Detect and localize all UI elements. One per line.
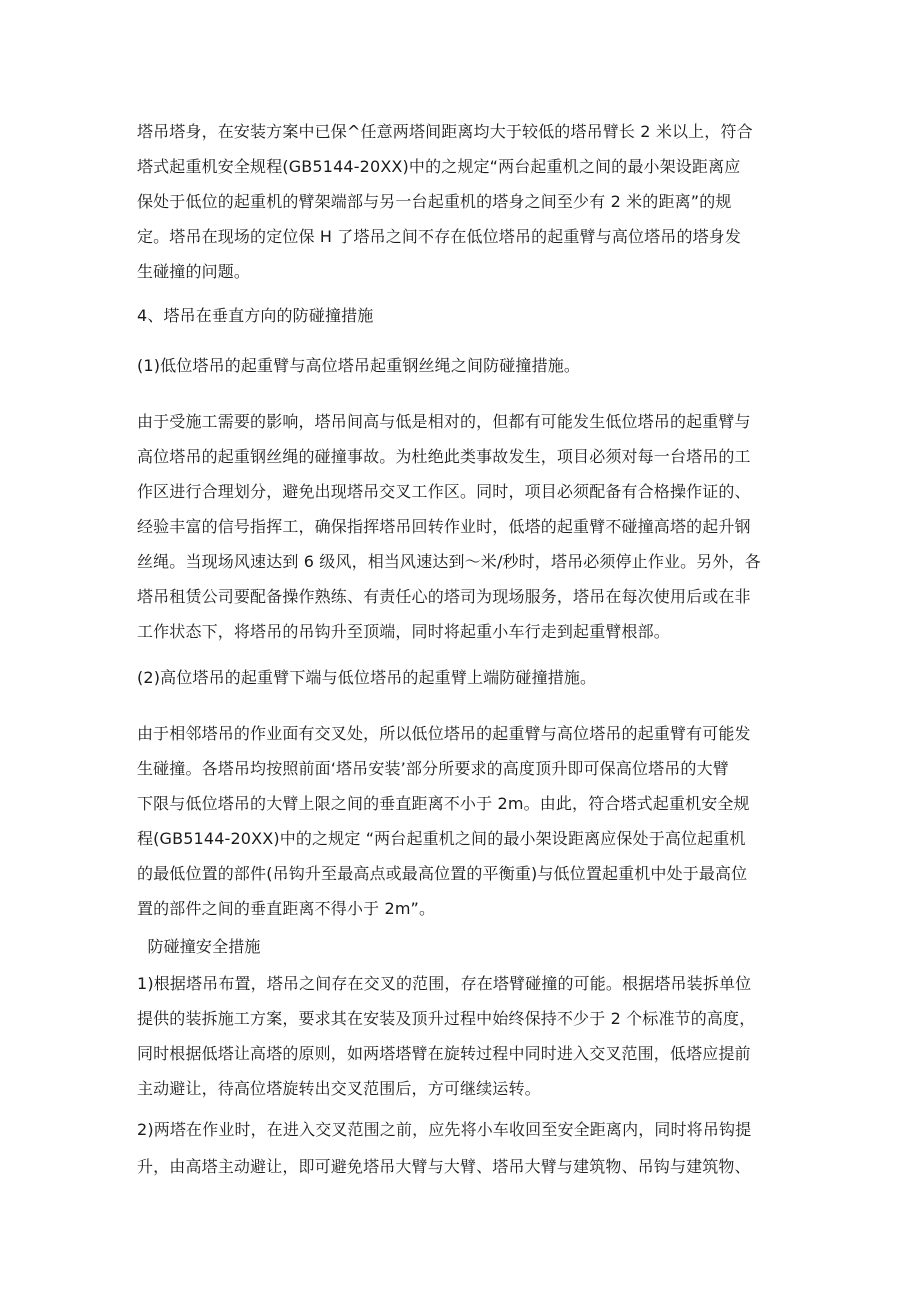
text-line: 2)两塔在作业时，在进入交叉范围之前，应先将小车收回至安全距离内，同时将吊钩提 <box>137 1120 752 1139</box>
heading-text: 4、塔吊在垂直方向的防碰撞措施 <box>137 306 374 325</box>
text-line: 塔式起重机安全规程(GB5144-20XX)中的之规定“两台起重机之间的最小架设距离应 <box>137 157 741 176</box>
paragraph-high-boom <box>137 716 789 926</box>
text-line: 丝绳。当现场风速达到 6 级风，相当风速达到〜米/秒时，塔吊必须停止作业。另外，各 <box>137 552 761 571</box>
heading-text: (2)高位塔吊的起重臂下端与低位塔吊的起重臂上端防碰撞措施。 <box>137 668 597 687</box>
heading-text: (1)低位塔吊的起重臂与高位塔吊起重钢丝绳之间防碰撞措施。 <box>137 356 581 375</box>
paragraph-tower-distance <box>137 114 789 289</box>
text-line: 提供的装拆施工方案，要求其在安装及顶升过程中始终保持不少于 2 个标准节的高度， <box>137 1009 756 1028</box>
text-line: 1)根据塔吊布置，塔吊之间存在交叉的范围，存在塔臂碰撞的可能。根据塔吊装拆单位 <box>137 974 752 993</box>
text-line: 保处于低位的起重机的臂架端部与另一台起重机的塔身之间至少有 2 米的距离”的规 <box>137 192 732 211</box>
text-line: 生碰撞的问题。 <box>137 262 251 281</box>
text-line: 下限与低位塔吊的大臂上限之间的垂直距离不小于 2m。由此，符合塔式起重机安全规 <box>137 794 750 813</box>
section-heading-safety <box>137 929 789 965</box>
text-line: 定。塔吊在现场的定位保 H 了塔吊之间不存在低位塔吊的起重臂与高位塔吊的塔身发 <box>137 227 742 246</box>
text-line: 由于相邻塔吊的作业面有交叉处，所以低位塔吊的起重臂与高位塔吊的起重臂有可能发 <box>137 724 751 743</box>
text-line: 塔吊塔身，在安装方案中已保^任意两塔间距离均大于较低的塔吊臂长 2 米以上，符合 <box>137 122 753 141</box>
paragraph-low-boom <box>137 404 789 649</box>
text-line: 经验丰富的信号指挥工，确保指挥塔吊回转作业时，低塔的起重臂不碰撞高塔的起升钢 <box>137 517 751 536</box>
paragraph-safety-2 <box>137 1111 789 1185</box>
text-line: 作区进行合理划分，避免出现塔吊交叉工作区。同时，项目必须配备有合格操作证的、 <box>137 482 751 501</box>
text-line: 的最低位置的部件(吊钩升至最高点或最高位置的平衡重)与低位置起重机中处于最高位 <box>137 864 748 883</box>
text-line: 同时根据低塔让高塔的原则，如两塔塔臂在旋转过程中同时进入交叉范围，低塔应提前 <box>137 1044 751 1063</box>
text-line: 程(GB5144-20XX)中的之规定 “两台起重机之间的最小架设距离应保处于高位起重机 <box>137 829 746 848</box>
text-line: 工作状态下，将塔吊的吊钩升至顶端，同时将起重小车行走到起重臂根部。 <box>137 622 670 641</box>
text-line: 高位塔吊的起重钢丝绳的碰撞事故。为杜绝此类事故发生，项目必须对每一台塔吊的工 <box>137 447 751 466</box>
section-heading-vertical <box>137 298 789 334</box>
text-line: 升，由高塔主动避让，即可避免塔吊大臂与大臂、塔吊大臂与建筑物、吊钩与建筑物、 <box>137 1157 751 1176</box>
text-line: 塔吊租赁公司要配备操作熟练、有责任心的塔司为现场服务，塔吊在每次使用后或在非 <box>137 587 751 606</box>
text-line: 由于受施工需要的影响，塔吊间高与低是相对的，但都有可能发生低位塔吊的起重臂与 <box>137 412 751 431</box>
heading-text: 防碰撞安全措施 <box>137 937 261 956</box>
text-line: 主动避让，待高位塔旋转出交叉范围后，方可继续运转。 <box>137 1079 541 1098</box>
paragraph-safety-1 <box>137 966 789 1106</box>
subheading-1 <box>137 348 789 384</box>
text-line: 生碰撞。各塔吊均按照前面‘塔吊安装’部分所要求的高度顶升即可保高位塔吊的大臂 <box>137 759 729 778</box>
text-line: 置的部件之间的垂直距离不得小于 2m”。 <box>137 899 436 918</box>
subheading-2 <box>137 660 789 696</box>
